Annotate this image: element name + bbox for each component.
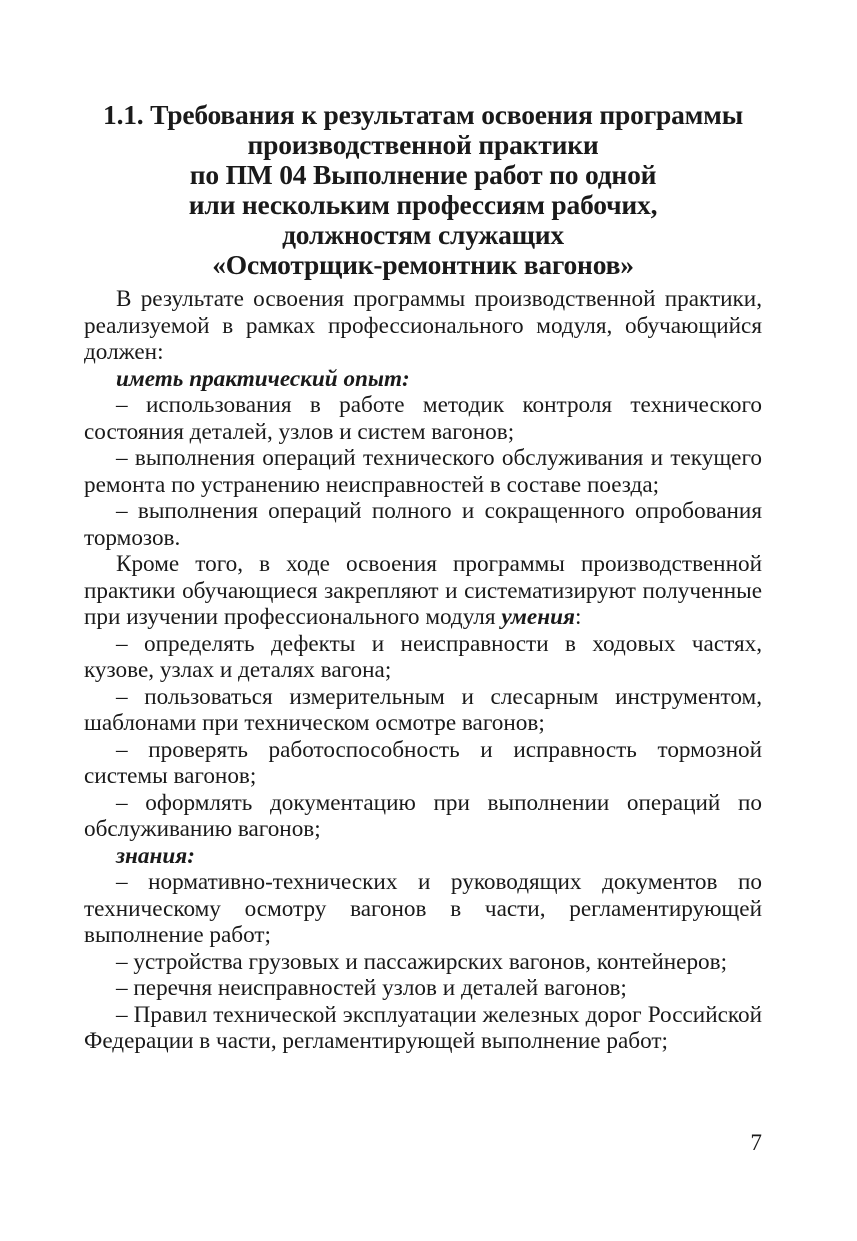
intro-paragraph: В результате освоения программы производственной практики, реализуемой в рамках профессионального модуля, обучающийся должен: (84, 286, 762, 365)
heading-line: или нескольким профессиям рабочих, (188, 189, 658, 220)
page-content (84, 100, 762, 1055)
skill-item: – определять дефекты и неисправности в ходовых частях, кузове, узлах и деталях вагона; (84, 630, 762, 683)
knowledge-item: – Правил технической эксплуатации железных дорог Российской Федерации в части, регламентирующей выполнение работ; (84, 1001, 762, 1054)
experience-label: иметь практический опыт: (116, 365, 410, 392)
skill-item: – оформлять документацию при выполнении операций по обслуживанию вагонов; (84, 789, 762, 842)
experience-item: – выполнения операций технического обслуживания и текущего ремонта по устранению неисправностей в составе поезда; (84, 445, 762, 498)
heading-line: «Осмотрщик-ремонтник вагонов» (212, 249, 634, 280)
heading-line: 1.1. Требования к результатам освоения программы (103, 99, 743, 130)
skill-item: – проверять работоспособность и исправность тормозной системы вагонов; (84, 736, 762, 789)
skills-emphasis: умения (501, 604, 575, 630)
page-number: 7 (750, 1130, 762, 1156)
experience-item: – использования в работе методик контроля технического состояния деталей, узлов и систем вагонов; (84, 392, 762, 445)
knowledge-item: – перечня неисправностей узлов и деталей вагонов; (116, 975, 627, 1001)
heading-line: по ПМ 04 Выполнение работ по одной (189, 159, 657, 190)
knowledge-item: – нормативно-технических и руководящих документов по техническому осмотру вагонов в части, регламентирующей выполнение работ; (84, 869, 762, 948)
knowledge-label: знания: (116, 842, 195, 869)
knowledge-item: – устройства грузовых и пассажирских вагонов, контейнеров; (116, 948, 728, 975)
skills-intro-paragraph (84, 551, 762, 631)
skill-item: – пользоваться измерительным и слесарным инструментом, шаблонами при техническом осмотре вагонов; (84, 683, 762, 736)
body-text (84, 286, 762, 1055)
skills-intro-colon: : (574, 604, 582, 630)
heading-line: должностям служащих (282, 219, 564, 250)
skills-intro-text: Кроме того, в ходе освоения программы производственной практики обучающиеся закрепляют и систематизируют полученные при изучении профессионального модуля (84, 551, 762, 630)
experience-item: – выполнения операций полного и сокращенного опробования тормозов. (84, 498, 762, 551)
heading-line: производственной практики (247, 129, 599, 160)
section-heading (84, 100, 762, 280)
